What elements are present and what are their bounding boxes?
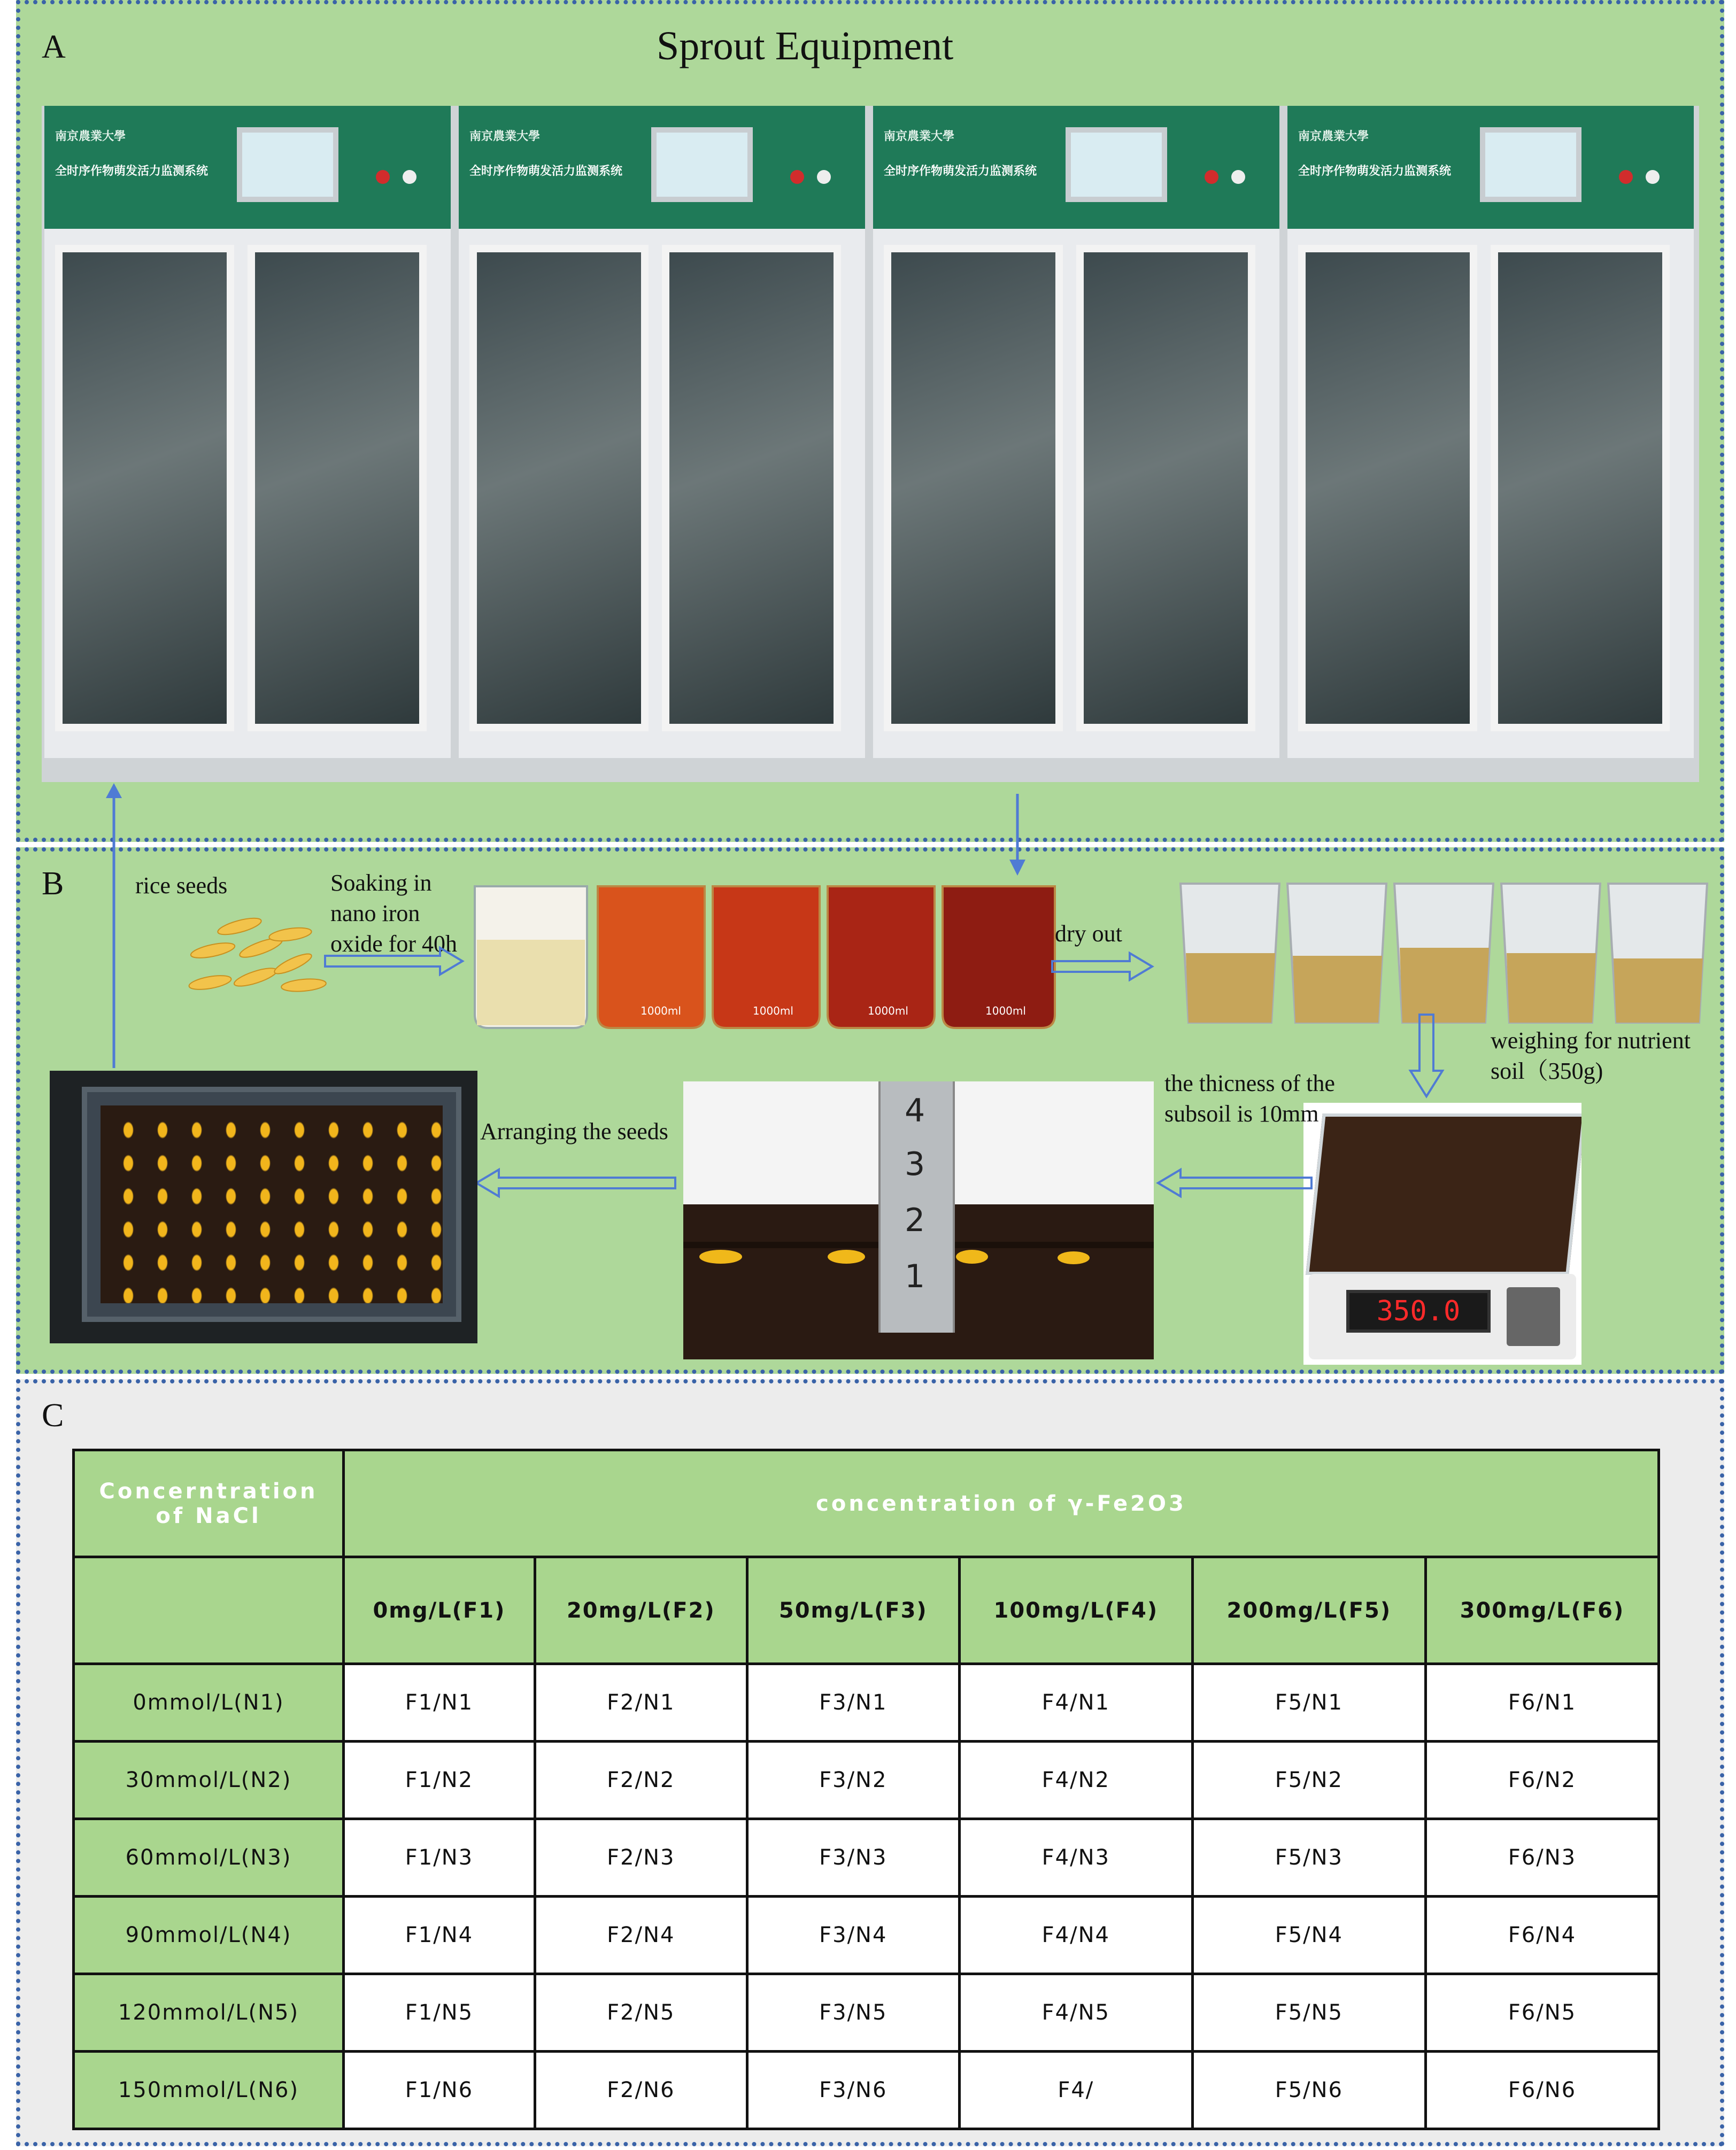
table-cell: F2/N3 xyxy=(535,1819,747,1897)
row-header: 60mmol/L(N3) xyxy=(74,1819,344,1897)
table-row xyxy=(74,1819,1659,1897)
ruler-mark: 1 xyxy=(905,1258,925,1295)
row-header: 90mmol/L(N4) xyxy=(74,1897,344,1974)
column-header: 300mg/L(F6) xyxy=(1425,1557,1658,1664)
table-cell: F6/N3 xyxy=(1425,1819,1658,1897)
table-cell: F1/N6 xyxy=(344,2052,535,2129)
ruler-mark: 3 xyxy=(905,1146,925,1183)
table-cell: F6/N2 xyxy=(1425,1742,1658,1819)
table-cell: F2/N5 xyxy=(535,1974,747,2052)
arrow-left-icon xyxy=(1154,1167,1314,1199)
table-cell: F1/N1 xyxy=(344,1664,535,1742)
table-cell: F2/N6 xyxy=(535,2052,747,2129)
treatment-table xyxy=(72,1449,1660,2130)
table-cell: F3/N2 xyxy=(747,1742,959,1819)
arrow-up-icon xyxy=(103,782,125,1071)
row-header: 0mmol/L(N1) xyxy=(74,1664,344,1742)
arrow-down-icon xyxy=(1408,1012,1445,1100)
cabinet-screen-icon xyxy=(1066,127,1167,202)
scale-photo xyxy=(1303,1103,1581,1365)
rice-seeds-label: rice seeds xyxy=(135,872,228,899)
table-cell: F4/N2 xyxy=(959,1742,1192,1819)
soaking-label: Soaking in nano iron oxide for 40h xyxy=(330,870,458,957)
column-header: 20mg/L(F2) xyxy=(535,1557,747,1664)
table-cell: F3/N5 xyxy=(747,1974,959,2052)
panel-a xyxy=(16,0,1724,842)
table-cell: F2/N4 xyxy=(535,1897,747,1974)
table-cell: F4/N4 xyxy=(959,1897,1192,1974)
table-cell: F5/N4 xyxy=(1192,1897,1425,1974)
column-header: 50mg/L(F3) xyxy=(747,1557,959,1664)
column-header: 200mg/L(F5) xyxy=(1192,1557,1425,1664)
beaker-mark: 1000ml xyxy=(753,1004,793,1017)
seed-tray-photo xyxy=(50,1071,477,1343)
table-cell: F6/N6 xyxy=(1425,2052,1658,2129)
dried-seeds-photo xyxy=(1175,862,1715,1033)
table-cell: F1/N2 xyxy=(344,1742,535,1819)
table-cell: F4/N5 xyxy=(959,1974,1192,2052)
beaker-mark: 1000ml xyxy=(868,1004,908,1017)
ruler-soil-photo xyxy=(683,1081,1154,1359)
table-cell: F5/N2 xyxy=(1192,1742,1425,1819)
table-cell: F5/N1 xyxy=(1192,1664,1425,1742)
beakers-photo xyxy=(469,870,1063,1036)
table-row xyxy=(74,1897,1659,1974)
table-cell: F3/N6 xyxy=(747,2052,959,2129)
germination-cabinet: 南京農業大學 全时序作物萌发活力监测系统 xyxy=(1287,106,1694,771)
arrow-down-icon xyxy=(1007,793,1028,878)
table-row xyxy=(74,1974,1659,2052)
germination-cabinet: 南京農業大學 全时序作物萌发活力监测系统 xyxy=(459,106,865,771)
table-cell: F6/N4 xyxy=(1425,1897,1658,1974)
panel-a-title: Sprout Equipment xyxy=(657,24,954,68)
scale-display: 350.0 xyxy=(1346,1290,1491,1333)
panel-b xyxy=(16,847,1724,1374)
row-header: 120mmol/L(N5) xyxy=(74,1974,344,2052)
corner-header: Concerntration of NaCl xyxy=(74,1450,344,1557)
fe2o3-header: concentration of γ-Fe2O3 xyxy=(344,1450,1659,1557)
ruler-mark: 2 xyxy=(905,1202,925,1239)
table-cell: F5/N5 xyxy=(1192,1974,1425,2052)
thickness-label: the thicness of the subsoil is 10mm xyxy=(1164,1070,1335,1127)
arrow-right-icon xyxy=(1050,950,1156,983)
column-header: 100mg/L(F4) xyxy=(959,1557,1192,1664)
beaker-mark: 1000ml xyxy=(641,1004,681,1017)
table-cell: F4/N1 xyxy=(959,1664,1192,1742)
weighing-label: weighing for nutrient soil（350g) xyxy=(1491,1027,1691,1085)
cabinet-screen-icon xyxy=(651,127,753,202)
column-header: 0mg/L(F1) xyxy=(344,1557,535,1664)
rice-seeds-icon xyxy=(175,910,336,1012)
table-row xyxy=(74,1664,1659,1742)
arrow-right-icon xyxy=(322,945,467,977)
table-row xyxy=(74,2052,1659,2129)
table-cell: F3/N3 xyxy=(747,1819,959,1897)
row-header: 30mmol/L(N2) xyxy=(74,1742,344,1819)
table-cell: F3/N4 xyxy=(747,1897,959,1974)
table-cell: F3/N1 xyxy=(747,1664,959,1742)
arranging-label: Arranging the seeds xyxy=(480,1118,668,1144)
row-header: 150mmol/L(N6) xyxy=(74,2052,344,2129)
germination-cabinet: 南京農業大學 全时序作物萌发活力监测系统 xyxy=(44,106,451,771)
table-cell: F6/N5 xyxy=(1425,1974,1658,2052)
empty-cell xyxy=(74,1557,344,1664)
table-cell: F4/ xyxy=(959,2052,1192,2129)
table-cell: F5/N3 xyxy=(1192,1819,1425,1897)
cabinet-screen-icon xyxy=(1480,127,1581,202)
panel-c-label: C xyxy=(42,1397,64,1434)
panel-b-label: B xyxy=(42,865,64,902)
table-cell: F2/N2 xyxy=(535,1742,747,1819)
table-cell: F4/N3 xyxy=(959,1819,1192,1897)
table-cell: F1/N5 xyxy=(344,1974,535,2052)
table-cell: F1/N3 xyxy=(344,1819,535,1897)
table-cell: F6/N1 xyxy=(1425,1664,1658,1742)
table-cell: F1/N4 xyxy=(344,1897,535,1974)
table-cell: F2/N1 xyxy=(535,1664,747,1742)
table-row xyxy=(74,1742,1659,1819)
dry-out-label: dry out xyxy=(1055,921,1122,947)
cabinet-screen-icon xyxy=(237,127,338,202)
table-cell: F5/N6 xyxy=(1192,2052,1425,2129)
panel-a-label: A xyxy=(42,29,66,65)
beaker-mark: 1000ml xyxy=(985,1004,1026,1017)
arrow-left-icon xyxy=(472,1167,678,1199)
sprout-equipment-photo xyxy=(42,106,1699,782)
ruler-mark: 4 xyxy=(905,1092,925,1130)
germination-cabinet: 南京農業大學 全时序作物萌发活力监测系统 xyxy=(873,106,1279,771)
